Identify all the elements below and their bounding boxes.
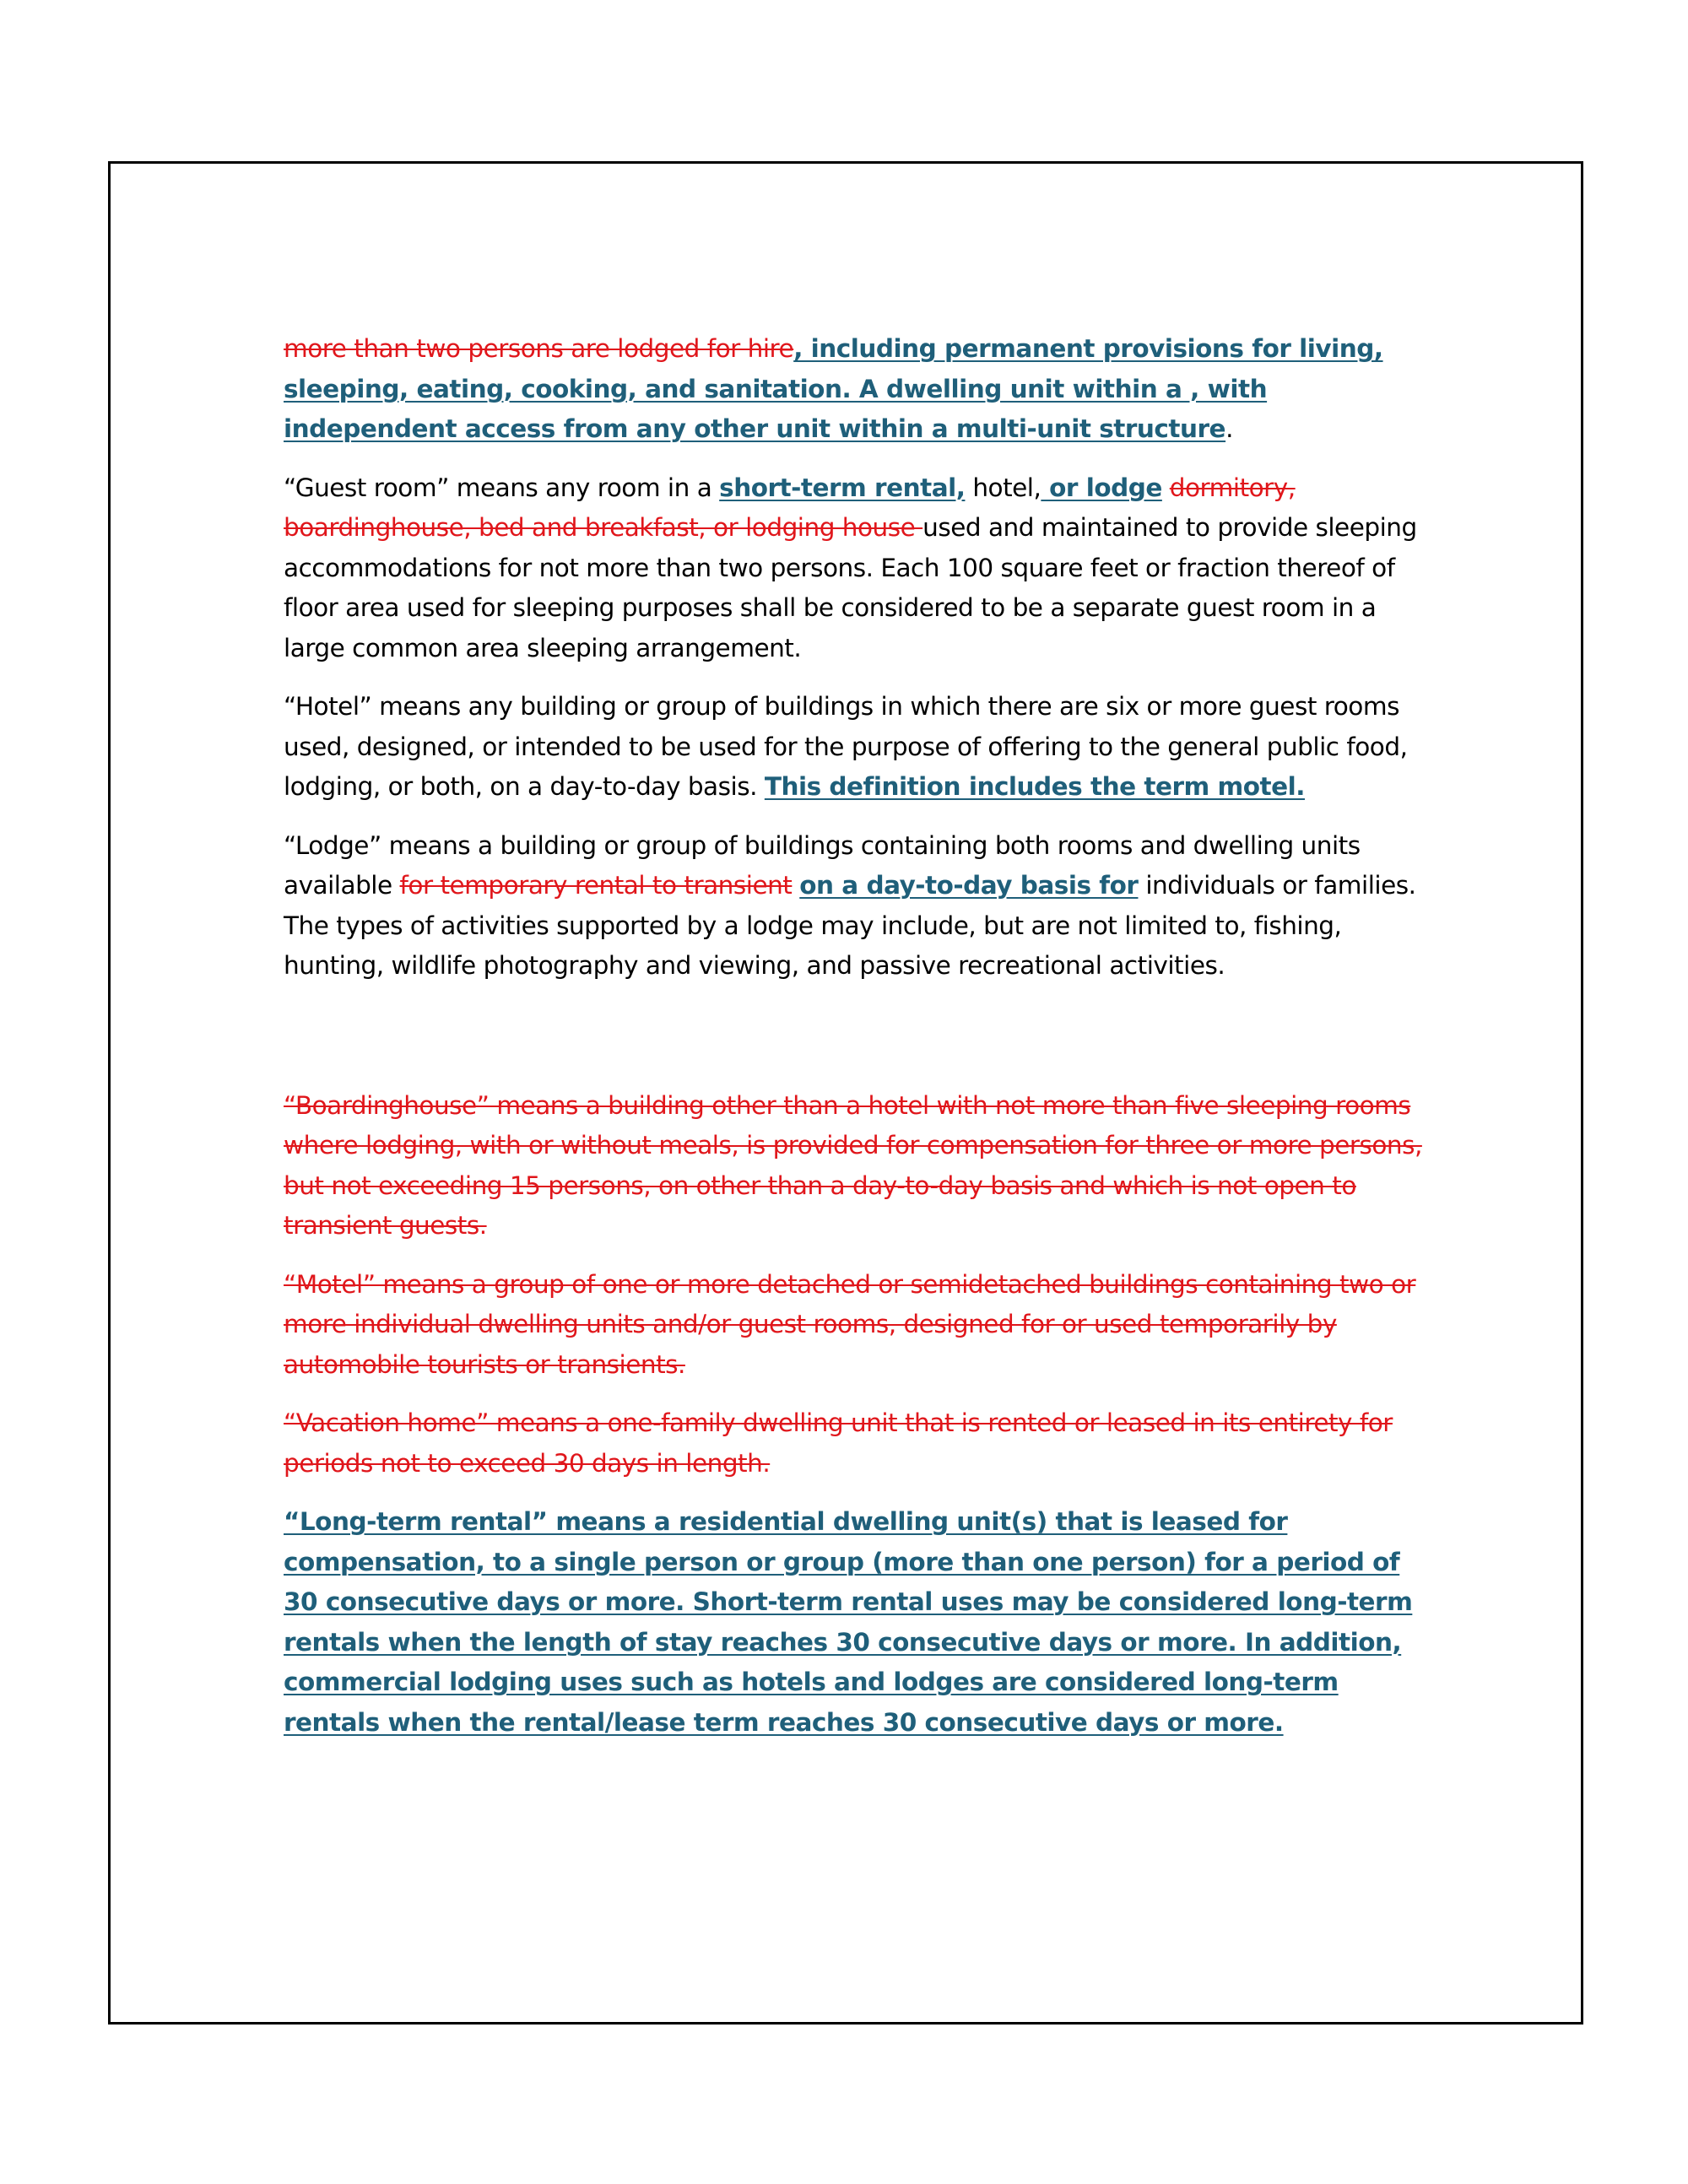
deleted-text: for temporary rental to transient [399,871,793,900]
deleted-text: dormitory, boardinghouse, bed and breakfast, or lodging house [284,473,1296,542]
inserted-text: This definition includes the term motel. [764,772,1305,801]
deleted-text: “Motel” means a group of one or more detached or semidetached buildings containing two or more individual dwelling units and/or guest rooms, designed for or used temporarily by automobile tourists or transients. [284,1269,1416,1379]
paragraph-dwelling-unit-continued [284,329,1423,450]
body-text: . [1225,414,1233,443]
inserted-text: “Long-term rental” means a residential dwelling unit(s) that is leased for compensation, to a single person or group (more than one person) for a period of 30 consecutive days or more. Short-term rental uses may be considered long-term rentals when the length of stay reaches 30 consecutive days or more. In addition, commercial lodging uses such as hotels and lodges are considered long-term rentals when the rental/lease term reaches 30 consecutive days or more. [284,1507,1413,1737]
body-text: individuals or families. The types of activities supported by a lodge may include, but are not limited to, fishing, hunting, wildlife photography and viewing, and passive recreational activities. [284,871,1416,980]
deleted-text: more than two persons are lodged for hire [284,334,794,363]
deleted-text: “Vacation home” means a one-family dwelling unit that is rented or leased in its entirety for periods not to exceed 30 days in length. [284,1408,1393,1478]
paragraph-long-term-rental [284,1502,1423,1743]
body-text: “Lodge” means a building or group of buildings containing both rooms and dwelling units available [284,830,1361,900]
paragraph-lodge [284,826,1423,987]
body-text: hotel, [965,473,1041,502]
inserted-text: short-term rental, [719,473,966,502]
body-text: used and maintained to provide sleeping accommodations for not more than two persons. Each 100 square feet or fraction thereof of floor area used for sleeping purposes shall be considered to be a separate guest room in a large common area sleeping arrangement. [284,513,1417,662]
paragraph-motel [284,1265,1423,1386]
body-text: “Guest room” means any room in a [284,473,720,502]
paragraph-gap [284,1005,1423,1086]
body-text [792,871,799,900]
paragraph-guest-room [284,468,1423,669]
body-text [1162,473,1170,502]
body-text: “Hotel” means any building or group of buildings in which there are six or more guest rooms used, designed, or intended to be used for the purpose of offering to the general public food, lodging, or both, on a day-to-day basis. [284,692,1408,801]
inserted-text: or lodge [1041,473,1162,502]
inserted-text: on a day-to-day basis for [799,871,1139,900]
paragraph-vacation-home [284,1403,1423,1484]
deleted-text: “Boardinghouse” means a building other than a hotel with not more than five sleeping rooms where lodging, with or without meals, is provided for compensation for three or more persons, but not exceeding 15 persons, on other than a day-to-day basis and which is not open to transient guests. [284,1090,1422,1240]
document-body [284,329,1423,1761]
paragraph-boardinghouse [284,1086,1423,1246]
inserted-text: , including permanent provisions for living, sleeping, eating, cooking, and sanitation. A dwelling unit within a , with independent access from any other unit within a multi-unit structure [284,334,1383,443]
paragraph-hotel [284,687,1423,808]
